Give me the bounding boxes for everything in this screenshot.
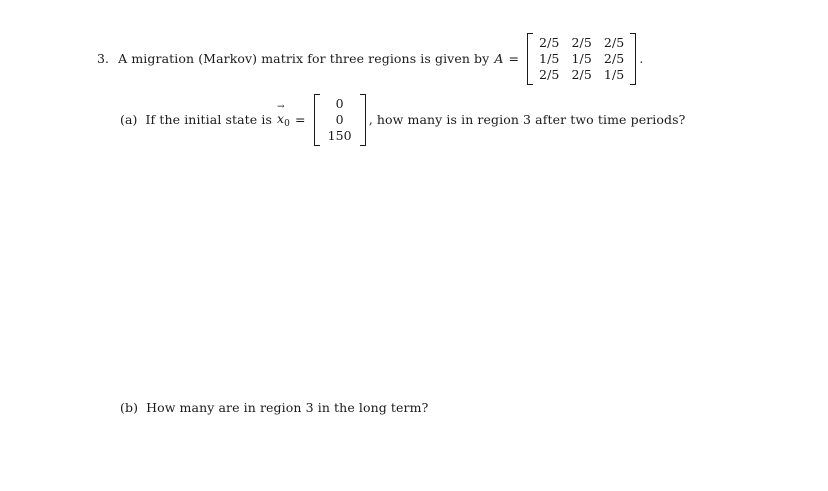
matrix-cell: 1/5 <box>571 50 592 66</box>
right-bracket <box>630 33 636 85</box>
part-a-question-suffix: , how many is in region 3 after two time periods? <box>368 112 686 127</box>
matrix-symbol: A <box>494 51 504 66</box>
part-b-question <box>120 398 428 416</box>
matrix-cell: 2/5 <box>539 66 560 82</box>
equals-sign: = <box>294 112 306 127</box>
problem-statement-text: A migration (Markov) matrix for three regions is given by <box>118 51 490 66</box>
problem-number: 3. <box>97 51 110 66</box>
vector-letter: x <box>277 110 285 126</box>
matrix-a <box>527 33 636 85</box>
matrix-cell: 1/5 <box>603 66 625 82</box>
vector-cell: 0 <box>335 95 344 111</box>
vector-x0 <box>277 101 290 129</box>
part-b-text: How many are in region 3 in the long term? <box>146 399 429 415</box>
matrix-cell: 2/5 <box>571 34 592 50</box>
vector-subscript: 0 <box>284 118 290 129</box>
vector-cell: 150 <box>327 127 352 143</box>
matrix-cell: 2/5 <box>539 34 560 50</box>
matrix-cell: 1/5 <box>539 50 560 66</box>
part-b-label: (b) <box>120 399 139 415</box>
matrix-cell: 2/5 <box>603 50 625 66</box>
statement-period: . <box>639 51 644 66</box>
problem-3-statement <box>97 31 643 86</box>
vector-cell: 0 <box>335 111 344 127</box>
part-a-text: If the initial state is <box>145 112 272 127</box>
matrix-cell: 2/5 <box>603 34 625 50</box>
vector-x-symbol <box>277 101 285 126</box>
equals-sign: = <box>508 51 520 66</box>
right-bracket <box>360 94 366 146</box>
vector-entries <box>320 94 360 146</box>
vector-arrow-icon: → <box>277 101 285 112</box>
part-a-label: (a) <box>120 112 138 127</box>
matrix-cell: 2/5 <box>571 66 592 82</box>
part-a-question <box>120 92 685 147</box>
matrix-a-entries <box>533 33 630 85</box>
initial-state-vector <box>314 94 366 146</box>
